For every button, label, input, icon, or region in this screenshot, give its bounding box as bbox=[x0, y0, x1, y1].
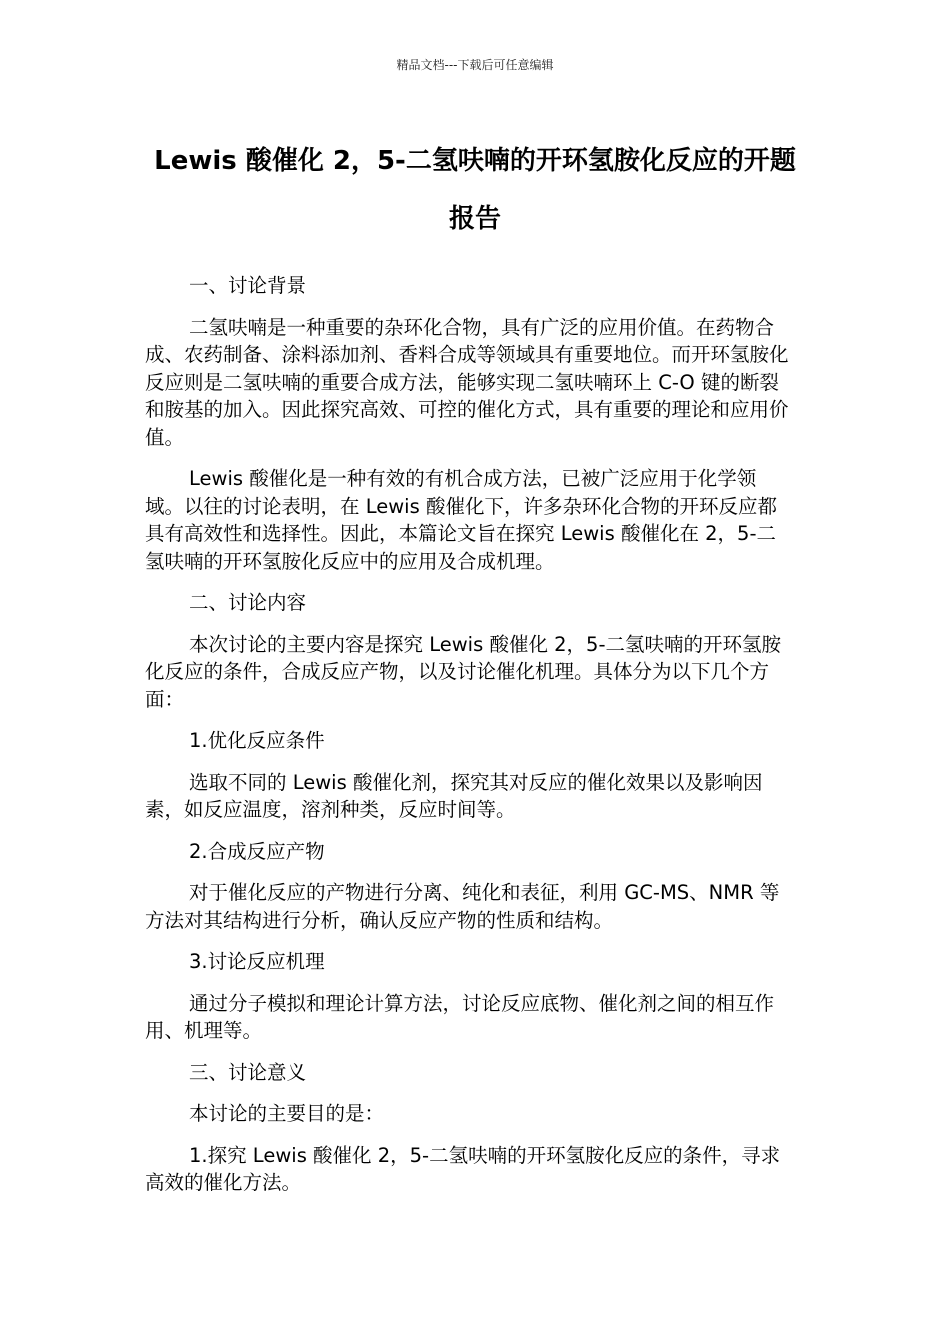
paragraph-significance-1: 1.探究 Lewis 酸催化 2，5-二氢呋喃的开环氢胺化反应的条件，寻求高效的催化方法。 bbox=[145, 1143, 781, 1194]
subheading-optimize-conditions: 1.优化反应条件 bbox=[189, 729, 325, 752]
paragraph-content-intro: 本次讨论的主要内容是探究 Lewis 酸催化 2，5-二氢呋喃的开环氢胺化反应的条件，合成反应产物，以及讨论催化机理。具体分为以下几个方面： bbox=[145, 632, 781, 711]
paragraph-mechanism: 通过分子模拟和理论计算方法，讨论反应底物、催化剂之间的相互作用、机理等。 bbox=[145, 991, 775, 1042]
document-body bbox=[145, 272, 795, 1211]
paragraph-background-1: 二氢呋喃是一种重要的杂环化合物，具有广泛的应用价值。在药物合成、农药制备、涂料添加剂、香料合成等领域具有重要地位。而开环氢胺化反应则是二氢呋喃的重要合成方法，能够实现二氢呋喃环上 C-O 键的断裂和胺基的加入。因此探究高效、可控的催化方式，具有重要的理论和应用价值。 bbox=[145, 315, 789, 449]
paragraph-background-2: Lewis 酸催化是一种有效的有机合成方法，已被广泛应用于化学领域。以往的讨论表明，在 Lewis 酸催化下，许多杂环化合物的开环反应都具有高效性和选择性。因此，本篇论文旨在探究 Lewis 酸催化在 2，5-二氢呋喃的开环氢胺化反应中的应用及合成机理。 bbox=[145, 467, 777, 573]
section-heading-significance: 三、讨论意义 bbox=[189, 1060, 307, 1084]
paragraph-synthesize-products: 对于催化反应的产物进行分离、纯化和表征，利用 GC-MS、NMR 等方法对其结构进行分析，确认反应产物的性质和结构。 bbox=[145, 881, 780, 932]
subheading-synthesize-products: 2.合成反应产物 bbox=[189, 839, 325, 863]
section-heading-background: 一、讨论背景 bbox=[189, 274, 307, 297]
document-title: Lewis 酸催化 2，5-二氢呋喃的开环氢胺化反应的开题报告 bbox=[154, 146, 796, 234]
paragraph-significance-intro: 本讨论的主要目的是： bbox=[189, 1102, 385, 1125]
section-heading-content: 二、讨论内容 bbox=[189, 591, 307, 614]
header-note: 精品文档---下载后可任意编辑 bbox=[396, 58, 554, 72]
subheading-mechanism: 3.讨论反应机理 bbox=[189, 950, 325, 973]
paragraph-optimize-conditions: 选取不同的 Lewis 酸催化剂，探究其对反应的催化效果以及影响因素，如反应温度，溶剂种类，反应时间等。 bbox=[145, 770, 763, 821]
